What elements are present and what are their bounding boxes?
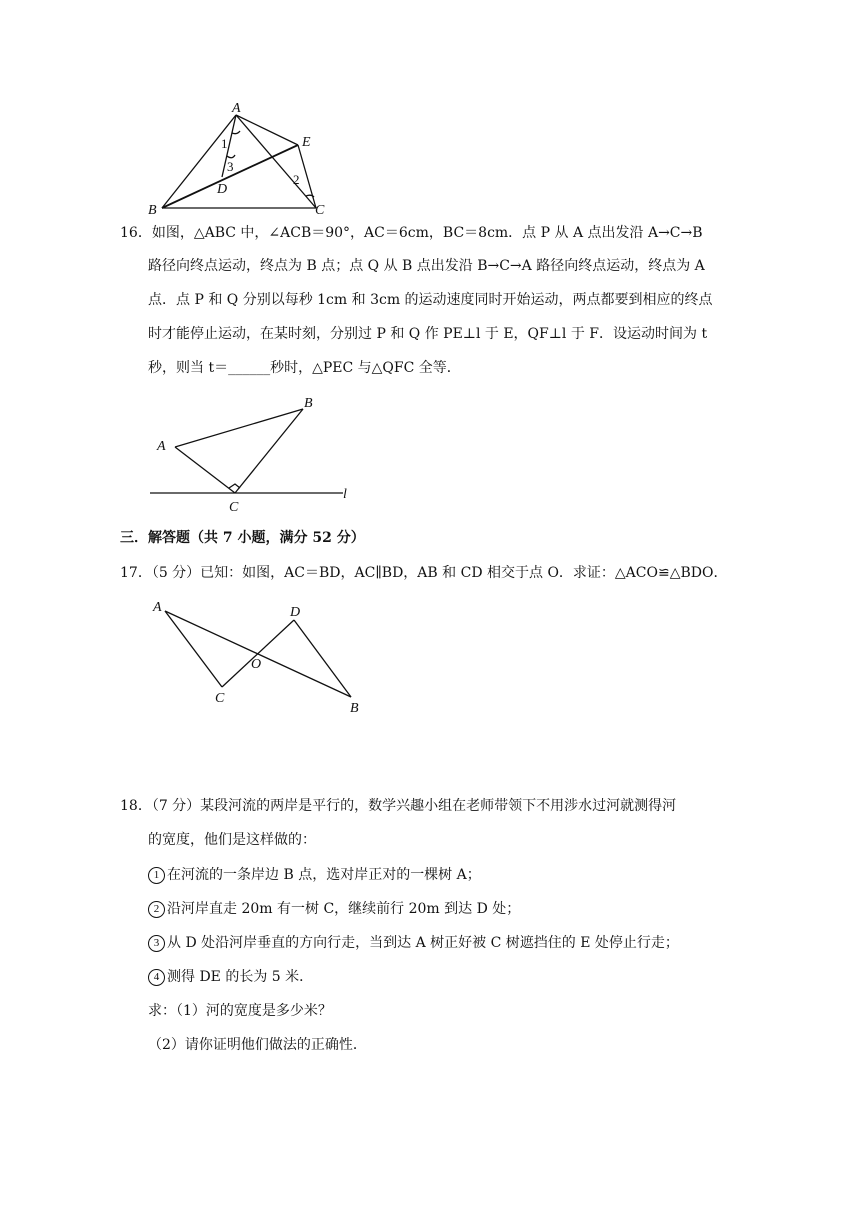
- label-c: C: [215, 691, 225, 706]
- segment-cd: [222, 620, 294, 687]
- figure-15: [140, 100, 340, 220]
- figure-16: [145, 392, 375, 517]
- segment-ac: [165, 611, 222, 687]
- label-c: C: [315, 203, 325, 218]
- step-text-2: 沿河岸直走 20m 有一树 C，继续前行 20m 到达 D 处；: [167, 901, 521, 917]
- angle-label-3: 3: [227, 159, 234, 174]
- label-b: B: [148, 203, 157, 218]
- label-d: D: [217, 182, 228, 197]
- step-number-3: 3: [148, 935, 165, 952]
- label-o: O: [251, 657, 262, 672]
- figure-17-svg: [145, 595, 375, 720]
- label-b: B: [350, 701, 359, 716]
- q18-step-3: [148, 933, 679, 953]
- label-l: l: [343, 487, 347, 502]
- segment-ae: [236, 115, 298, 145]
- q16-line-1: 16．如图，△ABC 中，∠ACB＝90°，AC＝6cm，BC＝8cm．点 P 从 A 点出发沿 A→C→B: [120, 225, 703, 241]
- label-b: B: [304, 396, 313, 411]
- segment-db: [294, 620, 351, 697]
- step-number-1: 1: [148, 867, 165, 884]
- step-number-4: 4: [148, 969, 165, 986]
- q17-text: 17．（5 分）已知：如图，AC＝BD，AC∥BD，AB 和 CD 相交于点 O．求证：△ACO≌△BDO．: [120, 565, 728, 581]
- step-number-2: 2: [148, 901, 165, 918]
- q18-line-1: 18．（7 分）某段河流的两岸是平行的，数学兴趣小组在老师带领下不用涉水过河就测得河: [120, 798, 677, 814]
- q16-line-5: 秒，则当 t＝______秒时，△PEC 与△QFC 全等．: [148, 360, 461, 376]
- figure-15-svg: [140, 100, 340, 220]
- figure-16-svg: [145, 392, 375, 517]
- q18-step-4: [148, 967, 313, 987]
- q18-line-2: 的宽度，他们是这样做的：: [148, 832, 316, 848]
- q18-ask-1: 求：（1）河的宽度是多少米？: [148, 1003, 332, 1019]
- right-angle-mark: [229, 484, 240, 488]
- q18-step-1: [148, 865, 481, 885]
- q16-line-2: 路径向终点运动，终点为 B 点；点 Q 从 B 点出发沿 B→C→A 路径向终点运动，终点为 A: [148, 258, 705, 274]
- figure-17: [145, 595, 375, 720]
- angle-mark-2: [306, 195, 314, 197]
- angle-mark-3: [227, 155, 235, 158]
- segment-ec: [298, 145, 316, 208]
- q16-line-3: 点．点 P 和 Q 分别以每秒 1cm 和 3cm 的运动速度同时开始运动，两点都要到相应的终点: [148, 292, 713, 308]
- segment-ab: [175, 409, 303, 447]
- q18-ask-2: （2）请你证明他们做法的正确性．: [148, 1037, 367, 1053]
- angle-label-2: 2: [293, 172, 300, 187]
- angle-label-1: 1: [221, 136, 228, 151]
- segment-bc: [235, 409, 303, 493]
- label-a: A: [153, 600, 162, 615]
- step-text-4: 测得 DE 的长为 5 米．: [167, 969, 314, 985]
- q18-step-2: [148, 899, 520, 919]
- label-e: E: [302, 135, 311, 150]
- label-c: C: [229, 500, 239, 515]
- section-3-heading: 三．解答题（共 7 小题，满分 52 分）: [120, 530, 365, 546]
- q16-line-4: 时才能停止运动，在某时刻，分别过 P 和 Q 作 PE⊥l 于 E，QF⊥l 于 F．设运动时间为 t: [148, 326, 708, 342]
- label-a: A: [157, 439, 166, 454]
- step-text-3: 从 D 处沿河岸垂直的方向行走，当到达 A 树正好被 C 树遮挡住的 E 处停止行走；: [167, 935, 679, 951]
- angle-mark-1: [232, 131, 240, 134]
- segment-ac: [236, 115, 316, 208]
- label-a: A: [232, 101, 241, 116]
- segment-ac: [175, 447, 235, 493]
- label-d: D: [290, 605, 301, 620]
- step-text-1: 在河流的一条岸边 B 点，选对岸正对的一棵树 A；: [167, 867, 481, 883]
- segment-be: [162, 145, 298, 208]
